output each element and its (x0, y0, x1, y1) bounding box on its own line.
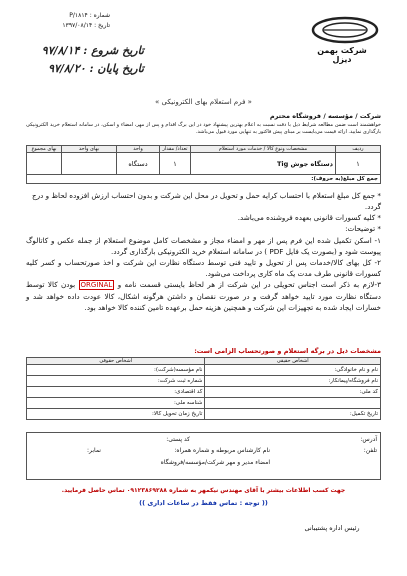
items-table-header (27, 146, 381, 153)
seller-field[interactable]: تاریخ تکمیل: (205, 409, 381, 420)
footer-hours: (( توجه : تماس فقط در ساعات اداری )) (139, 499, 268, 507)
doc-number: شماره : P/۱۸۱۴ (69, 12, 110, 19)
total-row (27, 175, 381, 184)
col-natural: اشخاص حقیقی (205, 358, 381, 365)
seller-field[interactable]: کد ملی: (205, 387, 381, 398)
table-row (27, 398, 381, 409)
greeting: شرکت / مؤسسه / فروشگاه محترم (269, 112, 381, 120)
items-table (26, 145, 381, 184)
seller-title: مشخصات ذیل در برگه استعلام و صورتحساب الزامی است: (194, 347, 381, 355)
col-total: بهای مجموع (27, 146, 62, 153)
col-legal: اشخاص حقوقی (27, 358, 205, 365)
col-qty: تعداد/ مقدار (160, 146, 191, 153)
intro-paragraph: خواهشمند است ضمن مطالعه شرایط ذیل با دقت نسبت به اعلام بهترین پیشنهاد خود در این برگ اقدام و پس از مهر، امضاء و اسکن، در سامانه استعلام خرید الکترونیکی بارگذاری نمایید. ارائه قیمت می‌بایست بر مبنای پیش فاکتور به تنهایی مورد قبول می‌باشد. (26, 122, 381, 135)
col-row: ردیف (336, 146, 381, 153)
company-name: شرکت بهمن دیزل (317, 46, 367, 64)
fax-field[interactable]: نمابر: (87, 447, 101, 454)
table-row (27, 387, 381, 398)
notes (26, 235, 381, 313)
note-item: ۱- اسکن تکمیل شده این فرم پس از مهر و امضاء مجاز و مشخصات کامل موضوع استعلام از جمله عکس و کاتالوگ پیوست شود و (بصورت یک فایل PDF ) در سامانه استعلام خرید الکترونیکی بارگذاری گردد. (26, 236, 381, 256)
end-date: تاریخ پایان : ۹۷/۸/۲۰ (48, 62, 144, 75)
contact-box (26, 432, 381, 480)
seller-field[interactable]: نام مؤسسه(شرکت): (27, 365, 205, 376)
address-field[interactable]: آدرس: (360, 436, 377, 443)
row-unit-price[interactable] (62, 153, 117, 175)
phone-field[interactable]: تلفن: (363, 447, 377, 454)
seller-field[interactable]: کد اقتصادی: (27, 387, 205, 398)
bahman-logo-icon (310, 16, 380, 44)
seller-field[interactable] (205, 398, 381, 409)
original-badge: ORGINAL (80, 281, 113, 289)
notes-title: * توضیحات: (345, 224, 381, 233)
start-date: تاریخ شروع : ۹۷/۸/۱۴ (41, 44, 144, 57)
total-words-label[interactable]: جمع کل مبلغ(به حروف): (27, 175, 381, 184)
row-total[interactable] (27, 153, 62, 175)
agent-field[interactable]: نام کارشناس مربوطه و شماره همراه: (174, 447, 270, 454)
seller-field[interactable]: شناسه ملی: (27, 398, 205, 409)
col-unit: واحد (117, 146, 160, 153)
seller-field[interactable]: نام فروشگاه/پیمانکار: (205, 376, 381, 387)
row-num: ۱ (336, 153, 381, 175)
note-item: ۲- کل بهای کالا/خدمات پس از تحویل و تایید فنی توسط دستگاه نظارت این شرکت و اخذ صورتحساب و کسر کلیه کسورات قانونی طرف مدت یک ماه کاری پرداخت می‌شود. (26, 258, 381, 278)
seller-field[interactable]: نام و نام خانوادگی: (205, 365, 381, 376)
conditions (26, 190, 381, 234)
seller-field[interactable]: تاریخ زمان تحویل کالا: (27, 409, 205, 420)
footer-info: جهت کسب اطلاعات بیشتر با آقای مهندس نیکمهر به شماره ۰۹۱۲۳۸۶۹۲۸۸ تماس حاصل فرمایید. (61, 487, 346, 494)
note-item: ۳-لازم به ذکر است اجناس تحویلی در این شرکت از هر لحاظ بایستی قسمت نامه و ORGINAL بودن کالا توسط دستگاه نظارت مورد تایید خواهد گرفت و در صورت نقصان و داشتن هرگونه اشکال، کالا عودت داده خواهد شد و خسارات ایجاد شده به تجهیزات این شرکت و همچنین هزینه حمل برعهده تامین کننده کالا خواهد بود. (26, 280, 381, 312)
condition-item: * کلیه کسورات قانونی بعهده فروشنده می‌باشد. (237, 213, 381, 222)
table-row (27, 376, 381, 387)
postal-code-field[interactable]: کد پستی: (166, 436, 190, 443)
seller-table (26, 357, 381, 420)
footer-signature: رئیس اداره پشتیبانی (304, 524, 360, 532)
stamp-field[interactable]: امضاء مدیر و مهر شرکت/مؤسسه/فروشگاه (160, 459, 270, 466)
table-row (27, 409, 381, 420)
condition-item: * جمع کل مبلغ استعلام با احتساب کرایه حمل و تحویل در محل این شرکت و بدون احتساب ارزش افزوده لحاظ و درج گردد. (32, 191, 381, 211)
form-title: « فرم استعلام بهای الکترونیکی » (155, 98, 252, 106)
row-qty: ۱ (160, 153, 191, 175)
table-row (27, 365, 381, 376)
table-row (27, 153, 381, 175)
row-unit: دستگاه (117, 153, 160, 175)
col-unit-price: بهای واحد (62, 146, 117, 153)
doc-date: تاریخ : ۱۳۹۷/۰۸/۱۴ (62, 22, 110, 29)
row-desc: دستگاه جوش Tig (191, 153, 336, 175)
col-desc: مشخصات ونوع کالا / خدمات مورد استعلام (191, 146, 336, 153)
seller-field[interactable]: شماره ثبت شرکت: (27, 376, 205, 387)
